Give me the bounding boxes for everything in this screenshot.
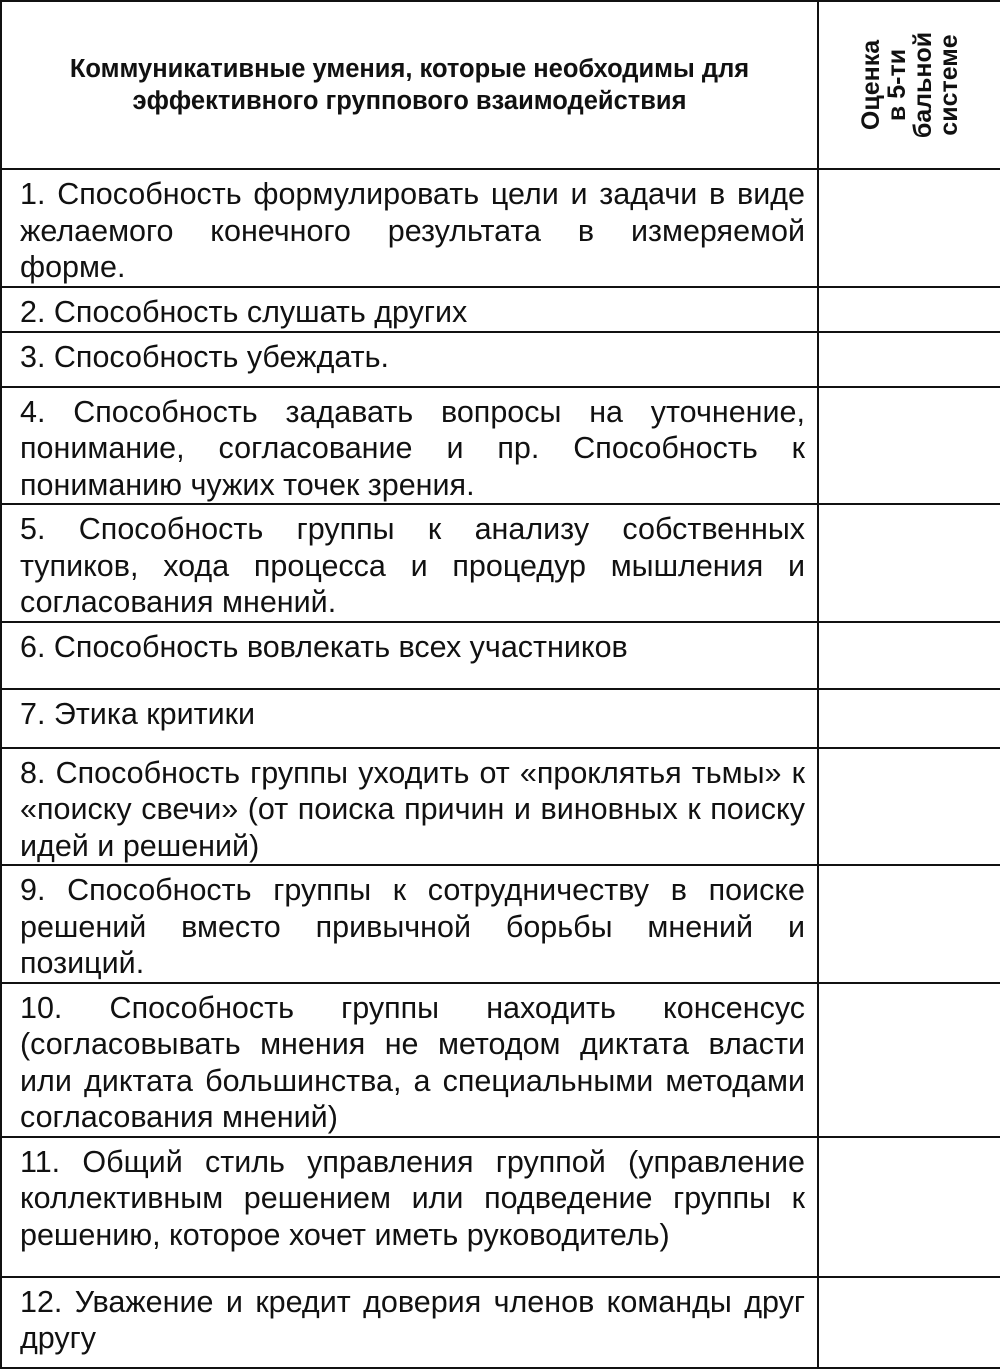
table-row [1, 865, 1000, 983]
table-row [1, 1277, 1000, 1368]
score-column-header [818, 1, 1000, 169]
table-row [1, 332, 1000, 387]
skill-cell: 4. Способность задавать вопросы на уточнение, понимание, согласование и пр. Способность к пониманию чужих точек зрения. [1, 387, 818, 505]
score-cell[interactable] [818, 865, 1000, 983]
score-cell[interactable] [818, 387, 1000, 505]
table-row [1, 622, 1000, 689]
score-header-line: Оценка [856, 39, 885, 131]
score-header-line: бальной [908, 31, 937, 139]
skill-cell: 5. Способность группы к анализу собственных тупиков, хода процесса и процедур мышления и согласования мнений. [1, 504, 818, 622]
score-cell[interactable] [818, 689, 1000, 748]
skill-cell: 12. Уважение и кредит доверия членов команды друг другу [1, 1277, 818, 1368]
table-row [1, 287, 1000, 332]
score-header-line: системе [934, 34, 963, 136]
score-cell[interactable] [818, 622, 1000, 689]
table-row [1, 504, 1000, 622]
table-row [1, 748, 1000, 866]
table-row [1, 169, 1000, 287]
skill-cell: 3. Способность убеждать. [1, 332, 818, 387]
skills-column-header: Коммуникативные умения, которые необходимы для эффективного группового взаимодействия [1, 1, 818, 169]
score-cell[interactable] [818, 287, 1000, 332]
score-header-line: в 5-ти [882, 48, 911, 122]
table-row [1, 983, 1000, 1137]
score-cell[interactable] [818, 748, 1000, 866]
score-cell[interactable] [818, 1277, 1000, 1368]
skill-cell: 10. Способность группы находить консенсус (согласовывать мнения не методом диктата власти или диктата большинства, а специальными методами согласования мнений) [1, 983, 818, 1137]
table-header-row [1, 1, 1000, 169]
table-row [1, 689, 1000, 748]
skill-cell: 9. Способность группы к сотрудничеству в поиске решений вместо привычной борьбы мнений и позиций. [1, 865, 818, 983]
score-cell[interactable] [818, 1137, 1000, 1277]
skill-cell: 6. Способность вовлекать всех участников [1, 622, 818, 689]
skill-cell: 11. Общий стиль управления группой (управление коллективным решением или подведение группы к решению, которое хочет иметь руководитель) [1, 1137, 818, 1277]
skill-cell: 1. Способность формулировать цели и задачи в виде желаемого конечного результата в измеряемой форме. [1, 169, 818, 287]
score-cell[interactable] [818, 504, 1000, 622]
score-cell[interactable] [818, 983, 1000, 1137]
skill-cell: 7. Этика критики [1, 689, 818, 748]
table-row [1, 387, 1000, 505]
skill-cell: 2. Способность слушать других [1, 287, 818, 332]
score-cell[interactable] [818, 169, 1000, 287]
table-row [1, 1137, 1000, 1277]
score-cell[interactable] [818, 332, 1000, 387]
skill-cell: 8. Способность группы уходить от «проклятья тьмы» к «поиску свечи» (от поиска причин и виновных к поиску идей и решений) [1, 748, 818, 866]
